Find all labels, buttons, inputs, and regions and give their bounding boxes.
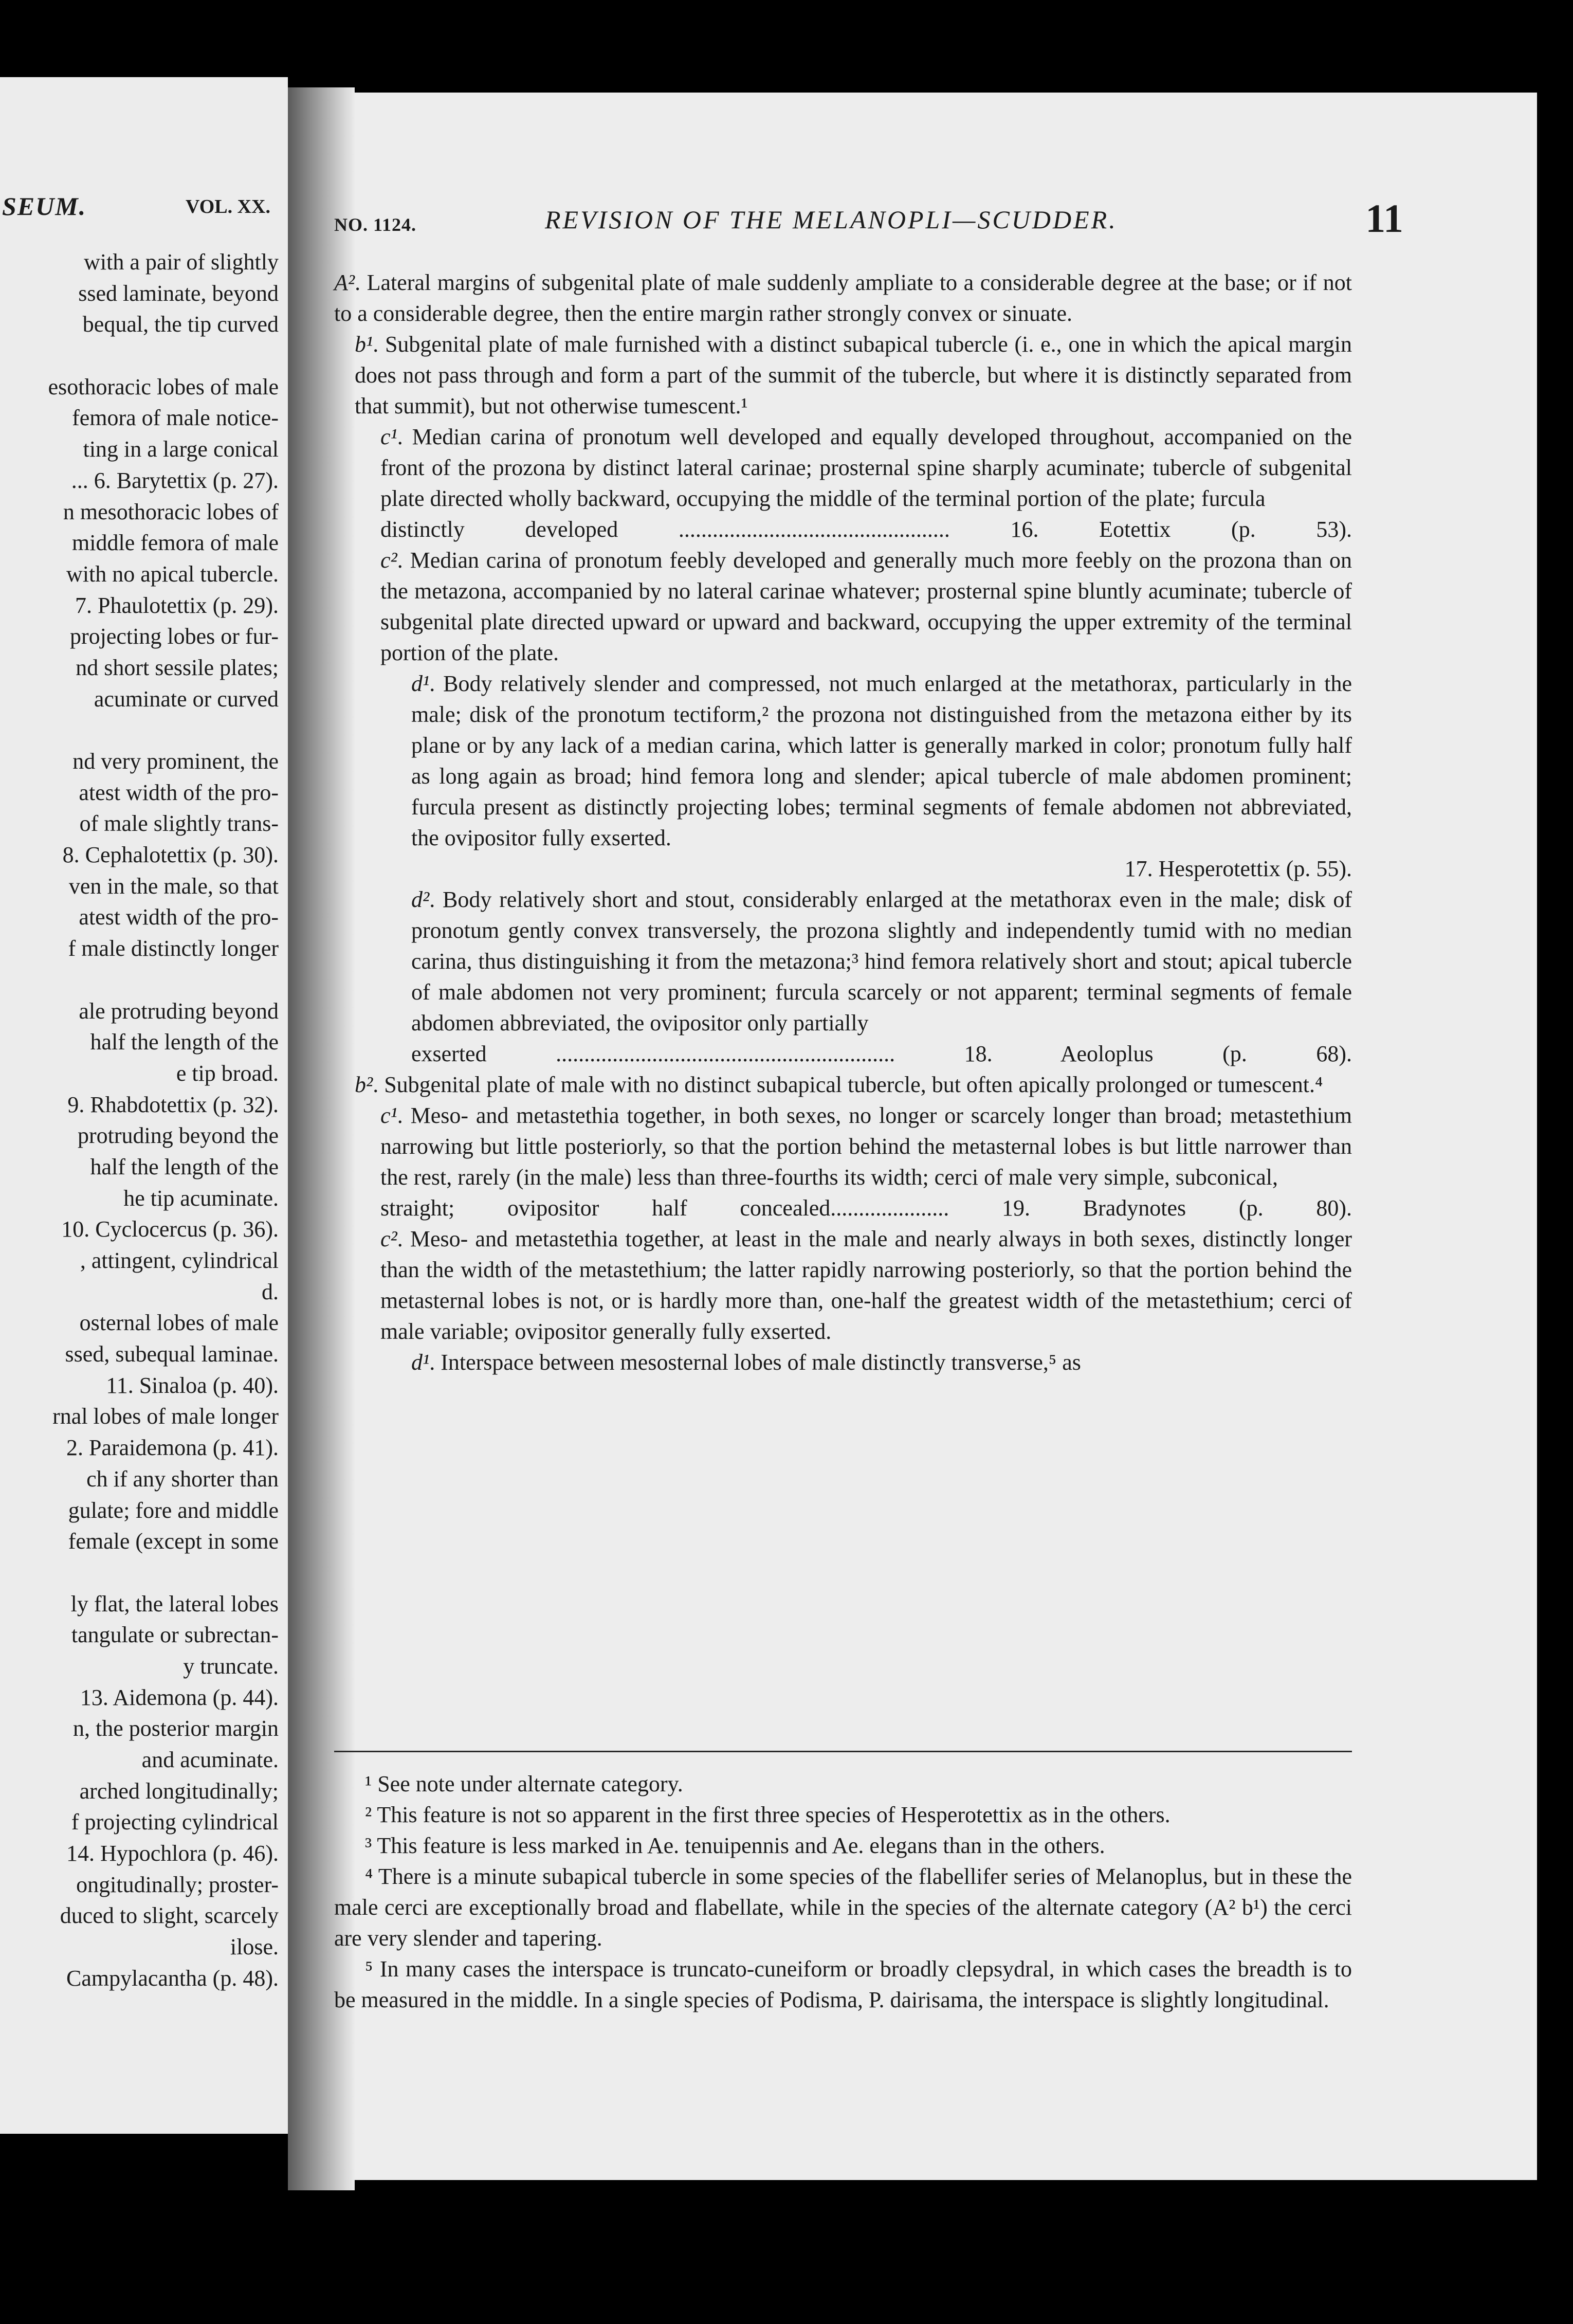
footnote: ⁴ There is a minute subapical tubercle in some species of the flabellifer series of Melanoplus, but in these the male cerci are exceptionally broad and flabellate, while in the species of the alternate category (A² b¹) the cerci are very slender and tapering. — [334, 1864, 1352, 1951]
key-entry-text: . Meso- and metastethia together, in both sexes, no longer or scarcely longer than broad; metastethium narrowing but little posteriorly, so that the portion behind the metasternal lobes is but little narrower than the rest, rarely (in the male) less than three-fourths its width; cerci of male very simple, subconical, — [380, 1103, 1352, 1190]
key-entry — [334, 884, 1352, 1069]
previous-page-line: ly flat, the lateral lobes — [70, 1591, 279, 1617]
key-text — [334, 267, 1352, 1378]
previous-page-line: 11. Sinaloa (p. 40). — [106, 1372, 279, 1398]
key-marker: d¹ — [411, 671, 430, 696]
previous-page-line: atest width of the pro- — [79, 904, 279, 930]
previous-page-line: osternal lobes of male — [79, 1310, 279, 1336]
paper-number: NO. 1124. — [334, 214, 417, 235]
previous-page-line: arched longitudinally; — [79, 1778, 279, 1804]
previous-page-line: atest width of the pro- — [79, 779, 279, 805]
key-entry — [334, 1100, 1352, 1224]
key-entry — [334, 545, 1352, 668]
key-entry-text: . Body relatively slender and compressed, not much enlarged at the metathorax, particularly in the male; disk of the pronotum tectiform,² the prozona not distinguished from the metazona either by its plane or by any lack of a median carina, which latter is generally marked in color; pronotum fully half as long again as broad; hind femora long and slender; apical tubercle of male abdomen prominent; furcula present as distinctly projecting lobes; terminal segments of female abdomen not abbreviated, the ovipositor fully exserted. — [411, 671, 1352, 850]
previous-page-line: 13. Aidemona (p. 44). — [80, 1684, 279, 1710]
key-leader-line: distinctly developed ................................................ 16. Eotettix (p. 53). — [380, 517, 1352, 542]
previous-running-head: SEUM. — [2, 192, 87, 221]
previous-page-line: he tip acuminate. — [123, 1185, 279, 1211]
previous-page-line: ssed, subequal laminae. — [65, 1341, 279, 1367]
previous-page-line: ting in a large conical — [83, 437, 279, 462]
key-entry-text: . Lateral margins of subgenital plate of male suddenly ampliate to a considerable degree at the base; or if not to a considerable degree, then the entire margin rather strongly convex or sinuate. — [334, 270, 1352, 326]
previous-volume-label: VOL. XX. — [186, 196, 270, 217]
previous-page-line — [0, 715, 279, 746]
key-entry — [334, 267, 1352, 329]
previous-page-line: e tip broad. — [176, 1060, 279, 1086]
previous-page-line: ven in the male, so that — [68, 873, 279, 899]
key-entry — [334, 1347, 1352, 1378]
previous-page-line: n, the posterior margin — [73, 1716, 279, 1741]
key-marker: c¹ — [380, 424, 397, 449]
page-header — [334, 195, 1403, 242]
previous-page-fragment — [0, 77, 288, 2134]
key-entry-text: . Median carina of pronotum well developed and equally developed throughout, accompanied on the front of the prozona by distinct lateral carinae; prosternal spine sharply acuminate; tubercle of subgenital plate directed wholly backward, occupying the middle of the terminal portion of the plate; furcula — [380, 424, 1352, 511]
previous-page-line: half the length of the — [90, 1029, 279, 1055]
genus-reference: 17. Hesperotettix (p. 55). — [1124, 856, 1352, 881]
previous-page-line: 10. Cyclocercus (p. 36). — [61, 1217, 279, 1242]
key-marker: b² — [355, 1072, 373, 1097]
previous-page-line: n mesothoracic lobes of — [63, 499, 279, 524]
key-entry — [334, 1224, 1352, 1347]
previous-page-line: of male slightly trans- — [79, 811, 279, 837]
previous-page-line: bequal, the tip curved — [82, 312, 279, 337]
footnote: ³ This feature is less marked in Ae. tenuipennis and Ae. elegans than in the others. — [365, 1833, 1105, 1858]
key-leader-line: straight; ovipositor half concealed..................... 19. Bradynotes (p. 80). — [380, 1195, 1352, 1221]
previous-page-line: protruding beyond the — [77, 1123, 279, 1149]
previous-page-line: ale protruding beyond — [79, 998, 279, 1024]
main-page — [334, 93, 1537, 2180]
previous-page-line: 7. Phaulotettix (p. 29). — [75, 592, 279, 618]
key-entry-text: . Meso- and metastethia together, at least in the male and nearly always in both sexes, distinctly longer than the width of the metastethium; the latter rapidly narrowing posteriorly, so that the portion behind the metasternal lobes is not, or is hardly more than, one-half the greatest width of the metastethium; cerci of male variable; ovipositor generally fully exserted. — [380, 1226, 1352, 1344]
footnote: ² This feature is not so apparent in the first three species of Hesperotettix as in the others. — [365, 1802, 1170, 1827]
key-marker: c¹ — [380, 1103, 397, 1128]
previous-page-line: , attingent, cylindrical — [80, 1248, 279, 1273]
previous-page-line — [0, 340, 279, 372]
key-marker: b¹ — [355, 332, 373, 357]
key-entry-text: . Interspace between mesosternal lobes of male distinctly transverse,⁵ as — [429, 1350, 1081, 1375]
previous-page-line: projecting lobes or fur- — [70, 624, 279, 649]
key-entry-text: . Subgenital plate of male furnished with a distinct subapical tubercle (i. e., one in which the apical margin does not pass through and form a part of the summit of the tubercle, but where it is distinctly separated from that summit), but not otherwise tumescent.¹ — [355, 332, 1352, 419]
previous-page-line: femora of male notice- — [72, 405, 279, 431]
previous-page-line: f male distinctly longer — [68, 936, 279, 961]
previous-page-line: nd very prominent, the — [72, 749, 279, 774]
previous-page-line: with no apical tubercle. — [66, 561, 279, 587]
previous-page-line: d. — [262, 1279, 279, 1304]
previous-page-line: with a pair of slightly — [84, 249, 279, 275]
footnote: ⁵ In many cases the interspace is truncato-cuneiform or broadly clepsydral, in which cases the breadth is to be measured in the middle. In a single species of Podisma, P. dairisama, the interspace is slightly longitudinal. — [334, 1956, 1352, 2012]
key-entry — [334, 668, 1352, 884]
previous-page-line: f projecting cylindrical — [71, 1809, 279, 1835]
key-entry-text: . Subgenital plate of male with no distinct subapical tubercle, but often apically prolonged or tumescent.⁴ — [373, 1072, 1323, 1097]
previous-page-line: y truncate. — [183, 1653, 279, 1679]
key-entry — [334, 1069, 1352, 1100]
previous-page-line: ch if any shorter than — [86, 1466, 279, 1492]
previous-page-line: duced to slight, scarcely — [60, 1903, 279, 1929]
key-marker: A² — [334, 270, 355, 295]
key-entry — [334, 422, 1352, 545]
previous-page-line: and acuminate. — [141, 1747, 279, 1772]
previous-page-line: nd short sessile plates; — [76, 655, 279, 680]
footnotes — [334, 1769, 1352, 2016]
previous-page-line: half the length of the — [90, 1154, 279, 1179]
previous-page-line: rnal lobes of male longer — [52, 1404, 279, 1429]
running-title: REVISION OF THE MELANOPLI—SCUDDER. — [545, 205, 1118, 234]
key-entry-text: . Median carina of pronotum feebly developed and generally much more feebly on the prozona than on the metazona, accompanied by no lateral carinae whatever; prosternal spine bluntly acuminate; tubercle of subgenital plate directed upward or upward and backward, occupying the upper extremity of the terminal portion of the plate. — [380, 548, 1352, 665]
previous-page-line: Campylacantha (p. 48). — [66, 1965, 279, 1991]
page-folio: 11 — [1365, 196, 1403, 241]
previous-page-line — [0, 1557, 279, 1589]
previous-page-text — [0, 247, 279, 1994]
previous-page-line: ssed laminate, beyond — [78, 280, 279, 306]
previous-page-line: female (except in some — [68, 1529, 279, 1554]
previous-page-line: ilose. — [230, 1934, 279, 1960]
footnote-rule — [334, 1751, 1352, 1752]
previous-page-line: tangulate or subrectan- — [71, 1622, 279, 1648]
previous-page-line: acuminate or curved — [94, 686, 279, 712]
key-marker: c² — [380, 1226, 397, 1251]
previous-page-line — [0, 965, 279, 996]
previous-page-header — [0, 191, 278, 222]
key-leader-line: exserted ............................................................ 18. Aeoloplus (p. 68). — [411, 1041, 1352, 1066]
previous-page-line: gulate; fore and middle — [68, 1497, 279, 1523]
previous-page-line: 9. Rhabdotettix (p. 32). — [67, 1092, 279, 1117]
key-marker: c² — [380, 548, 397, 573]
previous-page-line: 14. Hypochlora (p. 46). — [66, 1841, 279, 1866]
previous-page-line: ... 6. Barytettix (p. 27). — [71, 467, 279, 493]
key-entry — [334, 329, 1352, 422]
footnote: ¹ See note under alternate category. — [365, 1771, 683, 1796]
previous-page-line: middle femora of male — [72, 530, 279, 556]
previous-page-line: 2. Paraidemona (p. 41). — [66, 1435, 279, 1461]
previous-page-line: esothoracic lobes of male — [48, 374, 279, 400]
key-marker: d² — [411, 887, 430, 912]
previous-page-line: ongitudinally; proster- — [76, 1872, 279, 1897]
previous-page-line: 8. Cephalotettix (p. 30). — [62, 842, 279, 868]
key-entry-text: . Body relatively short and stout, considerably enlarged at the metathorax even in the male; disk of pronotum gently convex transversely, the prozona slightly and independently tumid with no median carina, thus distinguishing it from the metazona;³ hind femora relatively short and stout; apical tubercle of male abdomen not very prominent; furcula scarcely or not apparent; terminal segments of female abdomen abbreviated, the ovipositor only partially — [411, 887, 1352, 1036]
key-marker: d¹ — [411, 1350, 430, 1375]
